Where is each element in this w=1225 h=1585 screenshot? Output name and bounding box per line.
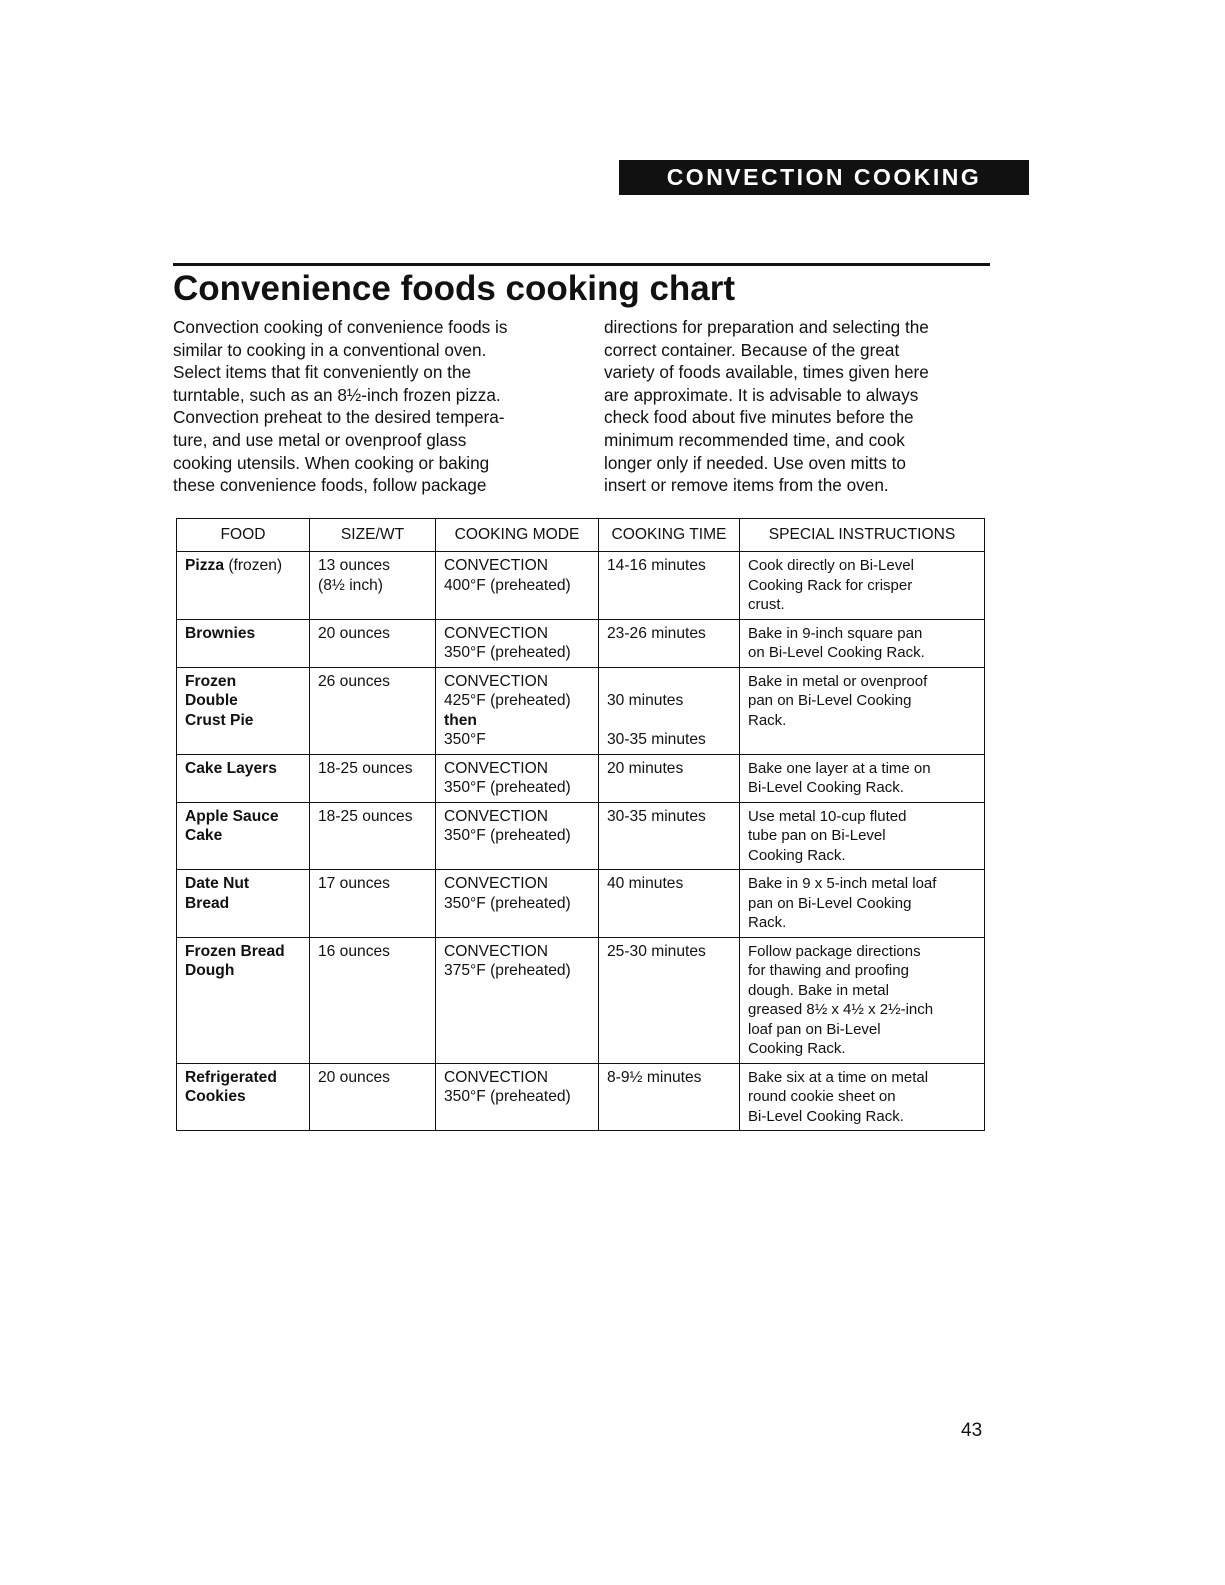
food-note: (frozen) <box>228 557 283 574</box>
text-line: 8-9½ minutes <box>607 1068 702 1086</box>
text-line: Crust Pie <box>185 711 254 729</box>
text-line: pan on Bi-Level Cooking <box>748 692 912 709</box>
text-line: 350°F (preheated) <box>444 644 571 661</box>
special-instructions-cell <box>740 552 985 620</box>
text-line: 18-25 ounces <box>318 759 413 777</box>
special-instructions-cell <box>740 802 985 870</box>
text-line: variety of foods available, times given here <box>604 362 929 383</box>
text-line: are approximate. It is advisable to always <box>604 384 919 405</box>
text-line: 350°F (preheated) <box>444 827 571 844</box>
size-cell <box>310 937 436 1063</box>
text-line: ture, and use metal or ovenproof glass <box>173 429 467 450</box>
size-cell <box>310 754 436 802</box>
text-line: Bake in 9 x 5-inch metal loaf <box>748 875 937 892</box>
text-line: Bi-Level Cooking Rack. <box>748 779 904 796</box>
text-line: 40 minutes <box>607 875 684 892</box>
table-row <box>177 619 985 667</box>
text-line: 26 ounces <box>318 672 390 690</box>
text-line: these convenience foods, follow package <box>173 475 487 496</box>
text-line: Follow package directions <box>748 942 921 960</box>
text-line: round cookie sheet on <box>748 1088 896 1105</box>
text-line: Bread <box>185 894 230 912</box>
header-cooking-time: COOKING TIME <box>599 519 740 552</box>
text-line: 18-25 ounces <box>318 807 413 825</box>
cooking-time-cell <box>599 802 740 870</box>
text-line: similar to cooking in a conventional oven. <box>173 339 487 360</box>
text-line: Bake six at a time on metal <box>748 1068 929 1086</box>
cooking-time-cell <box>599 937 740 1063</box>
size-cell <box>310 802 436 870</box>
cooking-time-cell <box>599 667 740 754</box>
text-line <box>607 672 731 692</box>
header-cooking-mode: COOKING MODE <box>436 519 599 552</box>
text-line: 350°F (preheated) <box>444 894 571 912</box>
text-line: CONVECTION <box>444 759 548 777</box>
text-line: Bake in 9-inch square pan <box>748 624 923 642</box>
text-line: 30 minutes <box>607 692 684 709</box>
text-line: CONVECTION <box>444 672 548 690</box>
text-line: Rack. <box>748 914 787 931</box>
text-line: Convection cooking of convenience foods is <box>173 317 508 337</box>
cooking-mode-cell <box>436 667 599 754</box>
text-line: 400°F (preheated) <box>444 576 571 594</box>
text-line: 350°F <box>444 731 486 748</box>
cooking-mode-cell <box>436 937 599 1063</box>
text-line: Cooking Rack for crisper <box>748 576 913 594</box>
header-special-instructions: SPECIAL INSTRUCTIONS <box>740 519 985 552</box>
text-line: Rack. <box>748 711 787 729</box>
text-line: greased 8½ x 4½ x 2½-inch <box>748 1001 934 1018</box>
size-cell <box>310 870 436 938</box>
cooking-time-cell <box>599 1063 740 1131</box>
text-line: Convection preheat to the desired tempera- <box>173 407 505 428</box>
text-line: crust. <box>748 596 785 613</box>
header-food: FOOD <box>177 519 310 552</box>
page-number: 43 <box>961 1420 983 1441</box>
text-line: 25-30 minutes <box>607 942 706 960</box>
text-line: CONVECTION <box>444 942 548 960</box>
cooking-mode-cell <box>436 870 599 938</box>
food-name: Pizza <box>185 557 224 574</box>
special-instructions-cell <box>740 937 985 1063</box>
intro-left-column <box>173 316 563 497</box>
text-line: cooking utensils. When cooking or baking <box>173 452 490 473</box>
text-line: directions for preparation and selecting the <box>604 317 929 337</box>
table-row <box>177 667 985 754</box>
text-line: Dough <box>185 962 235 979</box>
cooking-time-cell <box>599 754 740 802</box>
table-row <box>177 802 985 870</box>
text-line: Cooking Rack. <box>748 1040 846 1057</box>
cooking-time-cell <box>599 870 740 938</box>
text-line: insert or remove items from the oven. <box>604 475 889 496</box>
text-line: 14-16 minutes <box>607 557 706 574</box>
text-line: Refrigerated <box>185 1068 277 1086</box>
text-line: Bi-Level Cooking Rack. <box>748 1107 904 1125</box>
table-row <box>177 754 985 802</box>
text-line: dough. Bake in metal <box>748 981 889 999</box>
text-line: 425°F (preheated) <box>444 692 571 709</box>
text-line <box>607 711 731 731</box>
cooking-mode-cell <box>436 754 599 802</box>
text-line: Bake in metal or ovenproof <box>748 672 928 690</box>
text-line: Frozen <box>185 672 237 690</box>
text-line: Cake <box>185 827 223 844</box>
text-line: Apple Sauce <box>185 807 279 825</box>
text-line: Double <box>185 692 238 709</box>
text-line: 20 ounces <box>318 624 390 642</box>
text-line: CONVECTION <box>444 624 548 642</box>
text-line: 20 ounces <box>318 1068 390 1086</box>
cooking-time-cell <box>599 619 740 667</box>
text-line: Brownies <box>185 624 256 642</box>
text-line: 350°F (preheated) <box>444 779 571 796</box>
text-line: 350°F (preheated) <box>444 1088 571 1105</box>
text-line: 20 minutes <box>607 759 684 777</box>
text-line: longer only if needed. Use oven mitts to <box>604 452 906 473</box>
table-row <box>177 937 985 1063</box>
text-line: Cake Layers <box>185 759 277 777</box>
table-row <box>177 552 985 620</box>
section-banner: CONVECTION COOKING <box>619 160 1029 195</box>
page-title: Convenience foods cooking chart <box>173 269 736 308</box>
text-line: (8½ inch) <box>318 576 384 594</box>
special-instructions-cell <box>740 1063 985 1131</box>
text-line: 23-26 minutes <box>607 624 706 642</box>
header-size: SIZE/WT <box>310 519 436 552</box>
text-line: 17 ounces <box>318 875 390 892</box>
intro-right-column <box>604 316 994 497</box>
text-line: Select items that fit conveniently on the <box>173 362 472 383</box>
text-line: Date Nut <box>185 875 250 892</box>
text-line: Frozen Bread <box>185 942 285 960</box>
size-cell <box>310 619 436 667</box>
cooking-mode-cell <box>436 619 599 667</box>
text-line: CONVECTION <box>444 875 548 892</box>
text-line: Cook directly on Bi-Level <box>748 557 914 574</box>
text-line: Cooking Rack. <box>748 846 846 864</box>
text-line: 30-35 minutes <box>607 807 706 825</box>
cooking-chart-table <box>176 518 985 1131</box>
text-line: on Bi-Level Cooking Rack. <box>748 644 925 661</box>
text-line: CONVECTION <box>444 1068 548 1086</box>
text-line: 375°F (preheated) <box>444 962 571 979</box>
text-line: 13 ounces <box>318 557 390 574</box>
text-line: Use metal 10-cup fluted <box>748 807 907 825</box>
special-instructions-cell <box>740 754 985 802</box>
text-line: for thawing and proofing <box>748 962 909 979</box>
text-line: 30-35 minutes <box>607 731 706 748</box>
food-cell <box>177 937 310 1063</box>
text-line: loaf pan on Bi-Level <box>748 1020 881 1038</box>
text-line: Cookies <box>185 1088 246 1105</box>
food-cell <box>177 870 310 938</box>
text-line: tube pan on Bi-Level <box>748 827 886 844</box>
text-line: CONVECTION <box>444 557 548 574</box>
table-row <box>177 1063 985 1131</box>
table-row <box>177 870 985 938</box>
special-instructions-cell <box>740 870 985 938</box>
text-line: check food about five minutes before the <box>604 407 914 428</box>
text-line: then <box>444 711 477 729</box>
table-body <box>177 552 985 1131</box>
text-line: minimum recommended time, and cook <box>604 429 905 450</box>
food-cell <box>177 667 310 754</box>
food-name-line <box>185 556 301 576</box>
title-rule <box>173 263 990 266</box>
cooking-time-cell <box>599 552 740 620</box>
special-instructions-cell <box>740 667 985 754</box>
size-cell <box>310 1063 436 1131</box>
text-line: correct container. Because of the great <box>604 339 900 360</box>
food-cell <box>177 619 310 667</box>
food-cell <box>177 552 310 620</box>
text-line: turntable, such as an 8½-inch frozen pizza. <box>173 384 501 405</box>
cooking-mode-cell <box>436 802 599 870</box>
table-header-row <box>177 519 985 552</box>
size-cell <box>310 667 436 754</box>
special-instructions-cell <box>740 619 985 667</box>
cooking-mode-cell <box>436 552 599 620</box>
food-cell <box>177 802 310 870</box>
food-cell <box>177 1063 310 1131</box>
text-line: CONVECTION <box>444 807 548 825</box>
size-cell <box>310 552 436 620</box>
text-line: pan on Bi-Level Cooking <box>748 894 912 912</box>
cooking-mode-cell <box>436 1063 599 1131</box>
food-cell <box>177 754 310 802</box>
text-line: Bake one layer at a time on <box>748 759 931 777</box>
text-line: 16 ounces <box>318 942 390 960</box>
